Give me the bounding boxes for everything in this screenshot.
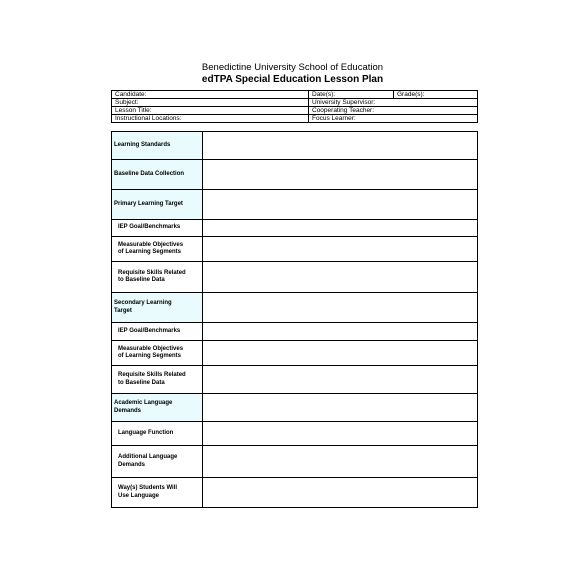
measurable-objectives-field[interactable] [203,341,478,366]
lesson-info-table [111,90,478,123]
language-function-label: Language Function [112,422,203,446]
plan-row [112,323,478,341]
plan-row [112,366,478,394]
plan-row [112,394,478,422]
plan-row [112,478,478,508]
baseline-data-label: Baseline Data Collection [112,160,203,190]
info-row [112,99,478,107]
info-row [112,115,478,123]
additional-language-field[interactable] [203,446,478,478]
plan-row [112,293,478,323]
secondary-target-label: Secondary Learning Target [112,293,203,323]
plan-row [112,446,478,478]
candidate-label: Candidate: [112,91,309,99]
primary-target-field[interactable] [203,190,478,220]
academic-language-field[interactable] [203,394,478,422]
plan-row [112,341,478,366]
date-label: Date(s): [309,91,394,99]
plan-row [112,132,478,160]
info-row [112,107,478,115]
baseline-data-field[interactable] [203,160,478,190]
document-title: edTPA Special Education Lesson Plan [201,74,384,85]
measurable-objectives-label: Measurable Objectives of Learning Segments [112,237,203,262]
language-function-field[interactable] [203,422,478,446]
learning-standards-field[interactable] [203,132,478,160]
info-row [112,91,478,99]
iep-goal-field[interactable] [203,323,478,341]
secondary-target-field[interactable] [203,293,478,323]
academic-language-label: Academic Language Demands [112,394,203,422]
instructional-locations-label: Instructional Locations: [112,115,309,123]
iep-goal-field[interactable] [203,220,478,237]
subject-label: Subject: [112,99,309,107]
requisite-skills-label: Requisite Skills Related to Baseline Data [112,262,203,293]
plan-row [112,422,478,446]
school-name: Benedictine University School of Education [201,62,384,73]
focus-learner-label: Focus Learner: [309,115,478,123]
plan-row [112,160,478,190]
iep-goal-label: IEP Goal/Benchmarks [112,323,203,341]
primary-target-label: Primary Learning Target [112,190,203,220]
measurable-objectives-field[interactable] [203,237,478,262]
requisite-skills-label: Requisite Skills Related to Baseline Data [112,366,203,394]
cooperating-teacher-label: Cooperating Teacher: [309,107,478,115]
ways-students-label: Way(s) Students Will Use Language [112,478,203,508]
supervisor-label: University Supervisor: [309,99,478,107]
plan-row [112,262,478,293]
requisite-skills-field[interactable] [203,262,478,293]
plan-row [112,237,478,262]
ways-students-field[interactable] [203,478,478,508]
lesson-plan-table [111,131,478,508]
additional-language-label: Additional Language Demands [112,446,203,478]
lesson-title-label: Lesson Title: [112,107,309,115]
iep-goal-label: IEP Goal/Benchmarks [112,220,203,237]
measurable-objectives-label: Measurable Objectives of Learning Segments [112,341,203,366]
plan-row [112,190,478,220]
learning-standards-label: Learning Standards [112,132,203,160]
grade-label: Grade(s): [394,91,478,99]
requisite-skills-field[interactable] [203,366,478,394]
plan-row [112,220,478,237]
